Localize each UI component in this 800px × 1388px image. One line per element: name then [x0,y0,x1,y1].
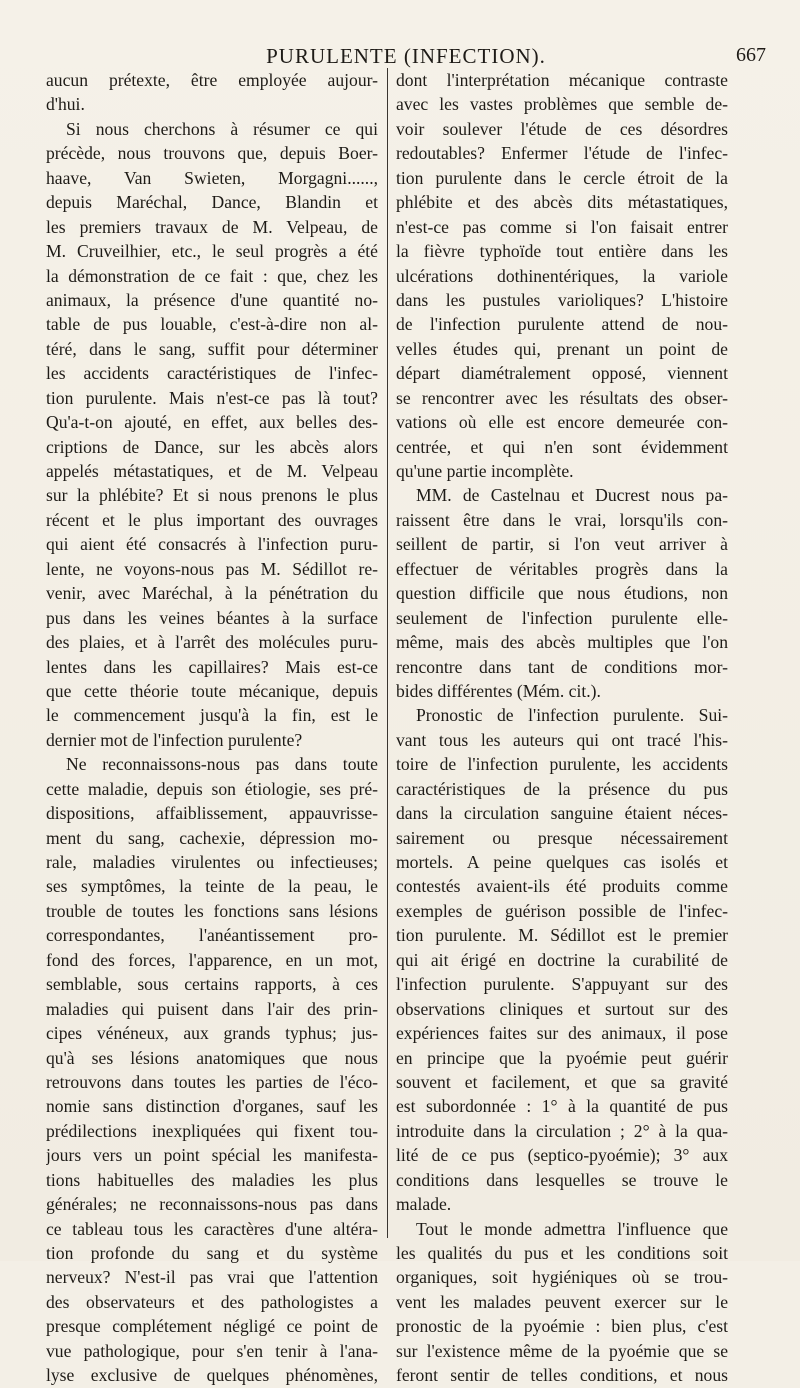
text-line: retrouvons dans toutes les parties de l'éco- [46,1071,378,1092]
text-line: qu'une partie incomplète. [396,461,574,481]
text-line: criptions de Dance, sur les abcès alors [46,436,378,457]
text-line: tion purulente. M. Sédillot est le premier [396,925,728,946]
text-line: avec les vastes problèmes que semble de- [396,94,728,115]
text-line: rencontre dans tant de conditions mor- [396,656,728,677]
text-line: Ne reconnaissons-nous pas dans toute [66,754,378,775]
text-line: vent les malades peuvent exercer sur le [396,1291,728,1312]
text-line: raissent être dans le vrai, lorsqu'ils con- [396,509,728,530]
text-line: table de pus louable, c'est-à-dire non al- [46,314,378,335]
left-column [46,68,378,1388]
text-line: maladies qui puisent dans l'air des prin- [46,998,378,1019]
text-line: semblable, sous certains rapports, à ces [46,974,378,995]
text-line: cipes vénéneux, aux grands typhus; jus- [46,1023,378,1044]
text-line: nomie sans distinction d'organes, sauf les [46,1096,378,1117]
text-line: caractéristiques de la présence du pus [396,778,728,799]
text-line: organiques, soit hygiéniques où se trou- [396,1267,728,1288]
text-line: dernier mot de l'infection purulente? [46,729,303,750]
text-line: les qualités du pus et les conditions soit [396,1243,728,1263]
text-line: bides différentes (Mém. cit.). [396,680,601,701]
text-line: pus dans les veines béantes à la surface [46,607,378,628]
text-line: haave, Van Swieten, Morgagni......, [46,167,378,188]
text-line: tion profonde du sang et du système [46,1243,378,1263]
text-line: qui ait érigé en doctrine la curabilité de [396,949,728,970]
text-line: tions habituelles des maladies les plus [46,1169,378,1190]
text-line: fond des forces, l'apparence, en un mot, [46,949,378,970]
text-line: même, mais des abcès multiples que l'on [396,632,728,653]
text-line: expériences faites sur des animaux, il pose [396,1023,728,1044]
text-line: souvent et facilement, et que sa gravité [396,1071,728,1092]
text-line: cette maladie, depuis son étiologie, ses pré- [46,778,378,799]
text-line: se rencontrer avec les résultats des obser- [396,387,728,408]
text-line: observations cliniques et surtout sur des [396,998,728,1019]
text-line: aucun prétexte, être employée aujour- [46,70,378,90]
page-number: 667 [736,44,766,66]
text-line: Qu'a-t-on ajouté, en effet, aux belles des- [46,412,378,433]
text-line: lité de ce pus (septico-pyoémie); 3° aux [396,1145,728,1166]
text-line: récent et le plus important des ouvrages [46,509,378,530]
text-line: effectuer de véritables progrès dans la [396,558,728,579]
text-line: n'est-ce pas comme si l'on faisait entrer [396,216,728,237]
text-line: pronostic de la pyoémie : bien plus, c'est [396,1316,728,1337]
text-line: est subordonnée : 1° à la quantité de pus [396,1096,728,1117]
text-line: exemples de guérison possible de l'infec- [396,900,728,921]
text-line: tion purulente. Mais n'est-ce pas là tout? [46,387,378,408]
text-line: sairement ou presque nécessairement [396,827,728,848]
text-line: jours vers un point spécial les manifesta- [46,1145,378,1166]
text-line: ulcérations dothinentériques, la variole [396,265,728,286]
running-title: PURULENTE (INFECTION). [266,44,546,68]
text-line: précède, nous trouvons que, depuis Boer- [46,143,378,164]
text-line: conditions dans lesquelles se trouve le [396,1169,728,1190]
text-line: toire de l'infection purulente, les accidents [396,754,728,775]
text-line: correspondantes, l'anéantissement pro- [46,925,378,946]
text-line: M. Cruveilhier, etc., le seul progrès a été [46,241,378,262]
right-column [396,68,728,1388]
text-line: venir, avec Maréchal, à la pénétration du [46,583,378,604]
text-line: lentes dans les capillaires? Mais est-ce [46,656,378,677]
text-line: ce tableau tous les caractères d'une altéra- [46,1218,378,1239]
text-line: question difficile que nous étudions, non [396,583,728,604]
text-line: phlébite et des abcès dits métastatiques, [396,192,728,213]
text-line: Si nous cherchons à résumer ce qui [66,118,378,139]
text-line: rale, maladies virulentes ou infectieuses; [46,852,378,872]
text-line: l'infection purulente. S'appuyant sur des [396,974,728,995]
text-line: Tout le monde admettra l'influence que [416,1218,728,1239]
text-line: animaux, la présence d'une quantité no- [46,289,378,310]
text-line: sur la phlébite? Et si nous prenons le plus [46,485,378,506]
text-line: depuis Maréchal, Dance, Blandin et [46,192,378,213]
text-line: en principe que la pyoémie peut guérir [396,1047,728,1068]
column-divider [387,68,388,1238]
text-columns [46,68,768,1386]
text-line: téré, dans le sang, suffit pour déterminer [46,338,378,359]
text-line: seillent de partir, si l'on veut arriver à [396,534,728,555]
text-line: des observateurs et des pathologistes a [46,1291,378,1312]
text-line: d'hui. [46,94,85,115]
text-line: malade. [396,1194,452,1215]
text-line: contestés avaient-ils été produits comme [396,876,728,897]
text-line: sur l'existence même de la pyoémie que se [396,1340,728,1361]
text-line: de l'infection purulente attend de nou- [396,314,728,335]
text-line: lyse exclusive de quelques phénomènes, [46,1365,378,1386]
text-line: velles études qui, prenant un point de [396,338,728,359]
text-line: que cette théorie toute mécanique, depuis [46,680,378,701]
text-line: qui aient été consacrés à l'infection puru- [46,534,378,555]
text-line: ses symptômes, la teinte de la peau, le [46,876,378,897]
text-line: trouble de toutes les fonctions sans lésions [46,900,378,921]
text-line: centrée, et qui n'en sont évidemment [396,436,728,457]
text-line: la fièvre typhoïde tout entière dans les [396,241,728,262]
text-line: MM. de Castelnau et Ducrest nous pa- [416,485,728,506]
text-line: seulement de l'infection purulente elle- [396,607,728,628]
text-line: dans la circulation sanguine étaient néces- [396,803,728,824]
text-line: appelés métastatiques, et de M. Velpeau [46,461,378,481]
text-line: introduite dans la circulation ; 2° à la qua- [396,1120,728,1141]
text-line: générales; ne reconnaissons-nous pas dans [46,1194,378,1215]
text-line: les premiers travaux de M. Velpeau, de [46,216,378,237]
text-line: la démonstration de ce fait : que, chez les [46,265,378,286]
text-line: ment du sang, cachexie, dépression mo- [46,827,378,848]
text-line: nerveux? N'est-il pas vrai que l'attention [46,1267,378,1288]
text-line: départ diamétralement opposé, viennent [396,363,728,384]
text-line: prédilections inexpliquées qui fixent tou- [46,1120,378,1141]
text-line: redoutables? Enfermer l'étude de l'infec- [396,143,728,164]
text-line: Pronostic de l'infection purulente. Sui- [416,705,728,726]
text-line: dispositions, affaiblissement, appauvrisse- [46,803,378,824]
text-line: les accidents caractéristiques de l'infec- [46,363,378,384]
text-line: vant tous les auteurs qui ont tracé l'his- [396,729,728,750]
text-line: qu'à ses lésions anatomiques que nous [46,1047,378,1068]
text-line: lente, ne voyons-nous pas M. Sédillot re- [46,558,378,579]
text-line: le commencement jusqu'à la fin, est le [46,705,378,726]
text-line: presque complétement négligé ce point de [46,1316,378,1337]
text-line: dans les pustules varioliques? L'histoire [396,289,728,310]
text-line: feront sentir de telles conditions, et nous [396,1365,728,1386]
text-line: voir soulever l'étude de ces désordres [396,118,728,139]
text-line: dont l'interprétation mécanique contraste [396,70,728,90]
text-line: des plaies, et à l'arrêt des molécules puru- [46,632,378,653]
text-line: vations où elle est encore demeurée con- [396,412,728,433]
text-line: mortels. A peine quelques cas isolés et [396,852,728,872]
text-line: tion purulente dans le cercle étroit de la [396,167,728,188]
text-line: vue pathologique, pour s'en tenir à l'ana- [46,1340,378,1361]
